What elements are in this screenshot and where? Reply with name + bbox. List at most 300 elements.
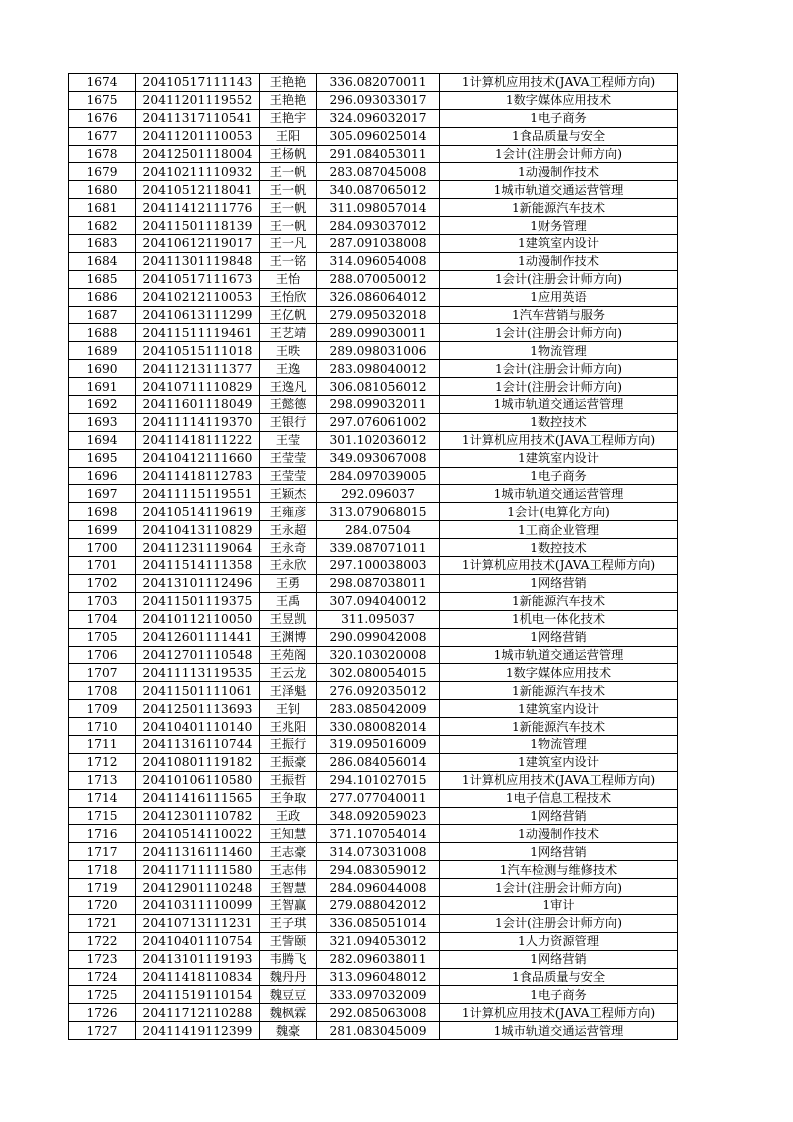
table-row xyxy=(69,628,678,646)
score-cell: 281.083045009 xyxy=(317,1022,440,1040)
name-cell: 王振哲 xyxy=(260,771,317,789)
score-cell: 279.088042012 xyxy=(317,896,440,914)
row-number-cell: 1718 xyxy=(69,861,136,879)
row-number-cell: 1703 xyxy=(69,592,136,610)
name-cell: 王云龙 xyxy=(260,664,317,682)
table-row xyxy=(69,199,678,217)
student-id-cell: 20411501118139 xyxy=(136,217,260,235)
name-cell: 王怡欣 xyxy=(260,288,317,306)
table-row xyxy=(69,682,678,700)
name-cell: 王艺靖 xyxy=(260,324,317,342)
name-cell: 王志伟 xyxy=(260,861,317,879)
table-row xyxy=(69,217,678,235)
score-cell: 314.096054008 xyxy=(317,252,440,270)
score-cell: 305.096025014 xyxy=(317,127,440,145)
major-cell: 1会计(注册会计师方向) xyxy=(440,378,678,396)
major-cell: 1会计(注册会计师方向) xyxy=(440,879,678,897)
table-row xyxy=(69,1022,678,1040)
score-cell: 336.085051014 xyxy=(317,914,440,932)
table-row xyxy=(69,932,678,950)
name-cell: 王振行 xyxy=(260,735,317,753)
table-row xyxy=(69,700,678,718)
major-cell: 1动漫制作技术 xyxy=(440,825,678,843)
major-cell: 1会计(注册会计师方向) xyxy=(440,360,678,378)
score-cell: 289.099030011 xyxy=(317,324,440,342)
row-number-cell: 1680 xyxy=(69,181,136,199)
name-cell: 王勇 xyxy=(260,574,317,592)
major-cell: 1新能源汽车技术 xyxy=(440,199,678,217)
name-cell: 魏枫霖 xyxy=(260,1004,317,1022)
major-cell: 1汽车营销与服务 xyxy=(440,306,678,324)
student-id-cell: 20410613111299 xyxy=(136,306,260,324)
data-table xyxy=(68,73,678,1040)
name-cell: 王亿帆 xyxy=(260,306,317,324)
score-cell: 294.101027015 xyxy=(317,771,440,789)
row-number-cell: 1715 xyxy=(69,807,136,825)
name-cell: 王莹 xyxy=(260,431,317,449)
name-cell: 王永奇 xyxy=(260,539,317,557)
major-cell: 1网络营销 xyxy=(440,843,678,861)
major-cell: 1计算机应用技术(JAVA工程师方向) xyxy=(440,431,678,449)
table-row xyxy=(69,485,678,503)
table-row xyxy=(69,342,678,360)
score-cell: 311.095037 xyxy=(317,610,440,628)
student-id-cell: 20411201119552 xyxy=(136,91,260,109)
row-number-cell: 1723 xyxy=(69,950,136,968)
row-number-cell: 1712 xyxy=(69,753,136,771)
major-cell: 1电子商务 xyxy=(440,467,678,485)
major-cell: 1城市轨道交通运营管理 xyxy=(440,396,678,414)
score-cell: 302.080054015 xyxy=(317,664,440,682)
row-number-cell: 1704 xyxy=(69,610,136,628)
table-row xyxy=(69,413,678,431)
major-cell: 1网络营销 xyxy=(440,807,678,825)
student-id-cell: 20410311110099 xyxy=(136,896,260,914)
score-cell: 297.100038003 xyxy=(317,557,440,575)
major-cell: 1计算机应用技术(JAVA工程师方向) xyxy=(440,74,678,92)
major-cell: 1电子商务 xyxy=(440,986,678,1004)
name-cell: 王一凡 xyxy=(260,235,317,253)
row-number-cell: 1708 xyxy=(69,682,136,700)
student-id-cell: 20411316110744 xyxy=(136,735,260,753)
score-cell: 313.096048012 xyxy=(317,968,440,986)
score-cell: 349.093067008 xyxy=(317,449,440,467)
table-row xyxy=(69,449,678,467)
name-cell: 王莹莹 xyxy=(260,449,317,467)
row-number-cell: 1706 xyxy=(69,646,136,664)
student-id-cell: 20411711111580 xyxy=(136,861,260,879)
table-row xyxy=(69,378,678,396)
row-number-cell: 1687 xyxy=(69,306,136,324)
student-id-cell: 20411412111776 xyxy=(136,199,260,217)
row-number-cell: 1690 xyxy=(69,360,136,378)
student-id-cell: 20410713111231 xyxy=(136,914,260,932)
row-number-cell: 1679 xyxy=(69,163,136,181)
student-id-cell: 20411501111061 xyxy=(136,682,260,700)
major-cell: 1城市轨道交通运营管理 xyxy=(440,1022,678,1040)
table-row xyxy=(69,252,678,270)
name-cell: 王昳 xyxy=(260,342,317,360)
score-cell: 330.080082014 xyxy=(317,718,440,736)
student-id-cell: 20411501119375 xyxy=(136,592,260,610)
student-id-cell: 20411418112783 xyxy=(136,467,260,485)
student-id-cell: 20412601111441 xyxy=(136,628,260,646)
name-cell: 王雍彦 xyxy=(260,503,317,521)
student-id-cell: 20411514111358 xyxy=(136,557,260,575)
score-cell: 340.087065012 xyxy=(317,181,440,199)
table-row xyxy=(69,986,678,1004)
score-cell: 371.107054014 xyxy=(317,825,440,843)
score-cell: 284.096044008 xyxy=(317,879,440,897)
name-cell: 魏丹丹 xyxy=(260,968,317,986)
score-cell: 283.098040012 xyxy=(317,360,440,378)
name-cell: 王逸凡 xyxy=(260,378,317,396)
table-body xyxy=(69,74,678,1040)
row-number-cell: 1725 xyxy=(69,986,136,1004)
row-number-cell: 1705 xyxy=(69,628,136,646)
major-cell: 1数字媒体应用技术 xyxy=(440,664,678,682)
row-number-cell: 1686 xyxy=(69,288,136,306)
name-cell: 王政 xyxy=(260,807,317,825)
table-row xyxy=(69,592,678,610)
name-cell: 王訾颐 xyxy=(260,932,317,950)
score-cell: 307.094040012 xyxy=(317,592,440,610)
student-id-cell: 20410517111673 xyxy=(136,270,260,288)
major-cell: 1计算机应用技术(JAVA工程师方向) xyxy=(440,771,678,789)
major-cell: 1数控技术 xyxy=(440,413,678,431)
name-cell: 王杨帆 xyxy=(260,145,317,163)
table-row xyxy=(69,127,678,145)
score-cell: 336.082070011 xyxy=(317,74,440,92)
table-row xyxy=(69,914,678,932)
row-number-cell: 1711 xyxy=(69,735,136,753)
major-cell: 1会计(注册会计师方向) xyxy=(440,914,678,932)
score-cell: 311.098057014 xyxy=(317,199,440,217)
student-id-cell: 20410413110829 xyxy=(136,521,260,539)
row-number-cell: 1709 xyxy=(69,700,136,718)
major-cell: 1人力资源管理 xyxy=(440,932,678,950)
major-cell: 1网络营销 xyxy=(440,574,678,592)
row-number-cell: 1676 xyxy=(69,109,136,127)
score-cell: 290.099042008 xyxy=(317,628,440,646)
table-row xyxy=(69,807,678,825)
name-cell: 王昱凯 xyxy=(260,610,317,628)
table-row xyxy=(69,360,678,378)
row-number-cell: 1727 xyxy=(69,1022,136,1040)
score-cell: 321.094053012 xyxy=(317,932,440,950)
table-row xyxy=(69,109,678,127)
major-cell: 1食品质量与安全 xyxy=(440,968,678,986)
student-id-cell: 20411418111222 xyxy=(136,431,260,449)
score-cell: 298.099032011 xyxy=(317,396,440,414)
name-cell: 王禹 xyxy=(260,592,317,610)
table-row xyxy=(69,574,678,592)
major-cell: 1网络营销 xyxy=(440,628,678,646)
row-number-cell: 1689 xyxy=(69,342,136,360)
table-row xyxy=(69,396,678,414)
major-cell: 1新能源汽车技术 xyxy=(440,682,678,700)
table-row xyxy=(69,306,678,324)
student-id-cell: 20411511119461 xyxy=(136,324,260,342)
table-row xyxy=(69,324,678,342)
score-cell: 284.097039005 xyxy=(317,467,440,485)
row-number-cell: 1691 xyxy=(69,378,136,396)
name-cell: 王艳艳 xyxy=(260,74,317,92)
row-number-cell: 1722 xyxy=(69,932,136,950)
table-row xyxy=(69,235,678,253)
row-number-cell: 1693 xyxy=(69,413,136,431)
name-cell: 魏豆豆 xyxy=(260,986,317,1004)
row-number-cell: 1696 xyxy=(69,467,136,485)
student-id-cell: 20411114119370 xyxy=(136,413,260,431)
score-cell: 276.092035012 xyxy=(317,682,440,700)
table-row xyxy=(69,646,678,664)
table-row xyxy=(69,503,678,521)
student-id-cell: 20412501113693 xyxy=(136,700,260,718)
score-cell: 348.092059023 xyxy=(317,807,440,825)
score-cell: 277.077040011 xyxy=(317,789,440,807)
name-cell: 王子琪 xyxy=(260,914,317,932)
name-cell: 王懿德 xyxy=(260,396,317,414)
name-cell: 王一帆 xyxy=(260,217,317,235)
major-cell: 1会计(电算化方向) xyxy=(440,503,678,521)
name-cell: 王永超 xyxy=(260,521,317,539)
table-row xyxy=(69,753,678,771)
row-number-cell: 1701 xyxy=(69,557,136,575)
table-row xyxy=(69,557,678,575)
name-cell: 韦腾飞 xyxy=(260,950,317,968)
student-id-cell: 20411416111565 xyxy=(136,789,260,807)
table-row xyxy=(69,771,678,789)
name-cell: 王一帆 xyxy=(260,181,317,199)
row-number-cell: 1674 xyxy=(69,74,136,92)
major-cell: 1计算机应用技术(JAVA工程师方向) xyxy=(440,557,678,575)
major-cell: 1动漫制作技术 xyxy=(440,163,678,181)
row-number-cell: 1697 xyxy=(69,485,136,503)
table-row xyxy=(69,539,678,557)
score-cell: 292.085063008 xyxy=(317,1004,440,1022)
name-cell: 王一帆 xyxy=(260,163,317,181)
table-row xyxy=(69,950,678,968)
row-number-cell: 1681 xyxy=(69,199,136,217)
table-row xyxy=(69,467,678,485)
student-id-cell: 20413101119193 xyxy=(136,950,260,968)
major-cell: 1建筑室内设计 xyxy=(440,449,678,467)
table-row xyxy=(69,664,678,682)
student-id-cell: 20412501118004 xyxy=(136,145,260,163)
row-number-cell: 1677 xyxy=(69,127,136,145)
row-number-cell: 1685 xyxy=(69,270,136,288)
student-id-cell: 20411115119551 xyxy=(136,485,260,503)
row-number-cell: 1724 xyxy=(69,968,136,986)
name-cell: 王钊 xyxy=(260,700,317,718)
table-row xyxy=(69,825,678,843)
name-cell: 王艳艳 xyxy=(260,91,317,109)
row-number-cell: 1692 xyxy=(69,396,136,414)
row-number-cell: 1716 xyxy=(69,825,136,843)
student-id-cell: 20411418110834 xyxy=(136,968,260,986)
major-cell: 1工商企业管理 xyxy=(440,521,678,539)
name-cell: 王智慧 xyxy=(260,879,317,897)
table-row xyxy=(69,896,678,914)
major-cell: 1物流管理 xyxy=(440,735,678,753)
name-cell: 王颖杰 xyxy=(260,485,317,503)
score-cell: 284.07504 xyxy=(317,521,440,539)
major-cell: 1新能源汽车技术 xyxy=(440,718,678,736)
major-cell: 1物流管理 xyxy=(440,342,678,360)
table-row xyxy=(69,789,678,807)
major-cell: 1城市轨道交通运营管理 xyxy=(440,646,678,664)
student-id-cell: 20411201110053 xyxy=(136,127,260,145)
score-cell: 294.083059012 xyxy=(317,861,440,879)
name-cell: 王银行 xyxy=(260,413,317,431)
row-number-cell: 1699 xyxy=(69,521,136,539)
score-cell: 288.070050012 xyxy=(317,270,440,288)
major-cell: 1电子商务 xyxy=(440,109,678,127)
major-cell: 1建筑室内设计 xyxy=(440,753,678,771)
row-number-cell: 1713 xyxy=(69,771,136,789)
major-cell: 1城市轨道交通运营管理 xyxy=(440,181,678,199)
table-row xyxy=(69,163,678,181)
score-cell: 320.103020008 xyxy=(317,646,440,664)
name-cell: 王振豪 xyxy=(260,753,317,771)
table-row xyxy=(69,288,678,306)
major-cell: 1数控技术 xyxy=(440,539,678,557)
row-number-cell: 1675 xyxy=(69,91,136,109)
name-cell: 魏豪 xyxy=(260,1022,317,1040)
name-cell: 王渊博 xyxy=(260,628,317,646)
row-number-cell: 1720 xyxy=(69,896,136,914)
major-cell: 1应用英语 xyxy=(440,288,678,306)
major-cell: 1网络营销 xyxy=(440,950,678,968)
student-id-cell: 20410212110053 xyxy=(136,288,260,306)
score-cell: 324.096032017 xyxy=(317,109,440,127)
major-cell: 1计算机应用技术(JAVA工程师方向) xyxy=(440,1004,678,1022)
table-row xyxy=(69,1004,678,1022)
score-cell: 301.102036012 xyxy=(317,431,440,449)
score-cell: 287.091038008 xyxy=(317,235,440,253)
student-id-cell: 20410412111660 xyxy=(136,449,260,467)
name-cell: 王艳宇 xyxy=(260,109,317,127)
major-cell: 1动漫制作技术 xyxy=(440,252,678,270)
name-cell: 王泽魁 xyxy=(260,682,317,700)
major-cell: 1城市轨道交通运营管理 xyxy=(440,485,678,503)
name-cell: 王苑阁 xyxy=(260,646,317,664)
student-id-cell: 20410517111143 xyxy=(136,74,260,92)
score-cell: 282.096038011 xyxy=(317,950,440,968)
score-cell: 279.095032018 xyxy=(317,306,440,324)
table-row xyxy=(69,843,678,861)
name-cell: 王智赢 xyxy=(260,896,317,914)
table-row xyxy=(69,74,678,92)
name-cell: 王阳 xyxy=(260,127,317,145)
table-row xyxy=(69,181,678,199)
row-number-cell: 1721 xyxy=(69,914,136,932)
name-cell: 王永欣 xyxy=(260,557,317,575)
student-id-cell: 20412901110248 xyxy=(136,879,260,897)
major-cell: 1会计(注册会计师方向) xyxy=(440,145,678,163)
student-id-cell: 20411301119848 xyxy=(136,252,260,270)
major-cell: 1财务管理 xyxy=(440,217,678,235)
name-cell: 王怡 xyxy=(260,270,317,288)
row-number-cell: 1684 xyxy=(69,252,136,270)
student-id-cell: 20410801119182 xyxy=(136,753,260,771)
student-id-cell: 20410711110829 xyxy=(136,378,260,396)
row-number-cell: 1719 xyxy=(69,879,136,897)
major-cell: 1食品质量与安全 xyxy=(440,127,678,145)
row-number-cell: 1698 xyxy=(69,503,136,521)
student-id-cell: 20410112110050 xyxy=(136,610,260,628)
row-number-cell: 1688 xyxy=(69,324,136,342)
score-cell: 298.087038011 xyxy=(317,574,440,592)
name-cell: 王莹莹 xyxy=(260,467,317,485)
table-row xyxy=(69,521,678,539)
row-number-cell: 1717 xyxy=(69,843,136,861)
student-id-cell: 20411316111460 xyxy=(136,843,260,861)
table-row xyxy=(69,879,678,897)
name-cell: 王一帆 xyxy=(260,199,317,217)
score-cell: 296.093033017 xyxy=(317,91,440,109)
major-cell: 1会计(注册会计师方向) xyxy=(440,324,678,342)
score-cell: 319.095016009 xyxy=(317,735,440,753)
student-id-cell: 20412301110782 xyxy=(136,807,260,825)
major-cell: 1数字媒体应用技术 xyxy=(440,91,678,109)
score-cell: 292.096037 xyxy=(317,485,440,503)
student-id-cell: 20411519110154 xyxy=(136,986,260,1004)
student-id-cell: 20410211110932 xyxy=(136,163,260,181)
major-cell: 1电子信息工程技术 xyxy=(440,789,678,807)
table-row xyxy=(69,735,678,753)
student-id-cell: 20411113119535 xyxy=(136,664,260,682)
table-row xyxy=(69,145,678,163)
name-cell: 王知慧 xyxy=(260,825,317,843)
table-row xyxy=(69,718,678,736)
score-cell: 291.084053011 xyxy=(317,145,440,163)
score-cell: 283.087045008 xyxy=(317,163,440,181)
row-number-cell: 1694 xyxy=(69,431,136,449)
name-cell: 王志豪 xyxy=(260,843,317,861)
row-number-cell: 1678 xyxy=(69,145,136,163)
row-number-cell: 1683 xyxy=(69,235,136,253)
student-id-cell: 20411419112399 xyxy=(136,1022,260,1040)
table-row xyxy=(69,968,678,986)
name-cell: 王一铭 xyxy=(260,252,317,270)
score-cell: 286.084056014 xyxy=(317,753,440,771)
name-cell: 王逸 xyxy=(260,360,317,378)
table-row xyxy=(69,861,678,879)
major-cell: 1审计 xyxy=(440,896,678,914)
row-number-cell: 1714 xyxy=(69,789,136,807)
row-number-cell: 1710 xyxy=(69,718,136,736)
student-id-cell: 20412701110548 xyxy=(136,646,260,664)
score-cell: 297.076061002 xyxy=(317,413,440,431)
major-cell: 1机电一体化技术 xyxy=(440,610,678,628)
major-cell: 1建筑室内设计 xyxy=(440,700,678,718)
student-id-cell: 20411317110541 xyxy=(136,109,260,127)
row-number-cell: 1707 xyxy=(69,664,136,682)
student-id-cell: 20411601118049 xyxy=(136,396,260,414)
student-id-cell: 20410401110140 xyxy=(136,718,260,736)
row-number-cell: 1695 xyxy=(69,449,136,467)
row-number-cell: 1702 xyxy=(69,574,136,592)
row-number-cell: 1726 xyxy=(69,1004,136,1022)
name-cell: 王兆阳 xyxy=(260,718,317,736)
major-cell: 1建筑室内设计 xyxy=(440,235,678,253)
student-id-cell: 20410612119017 xyxy=(136,235,260,253)
major-cell: 1汽车检测与维修技术 xyxy=(440,861,678,879)
table-row xyxy=(69,610,678,628)
student-id-cell: 20413101112496 xyxy=(136,574,260,592)
